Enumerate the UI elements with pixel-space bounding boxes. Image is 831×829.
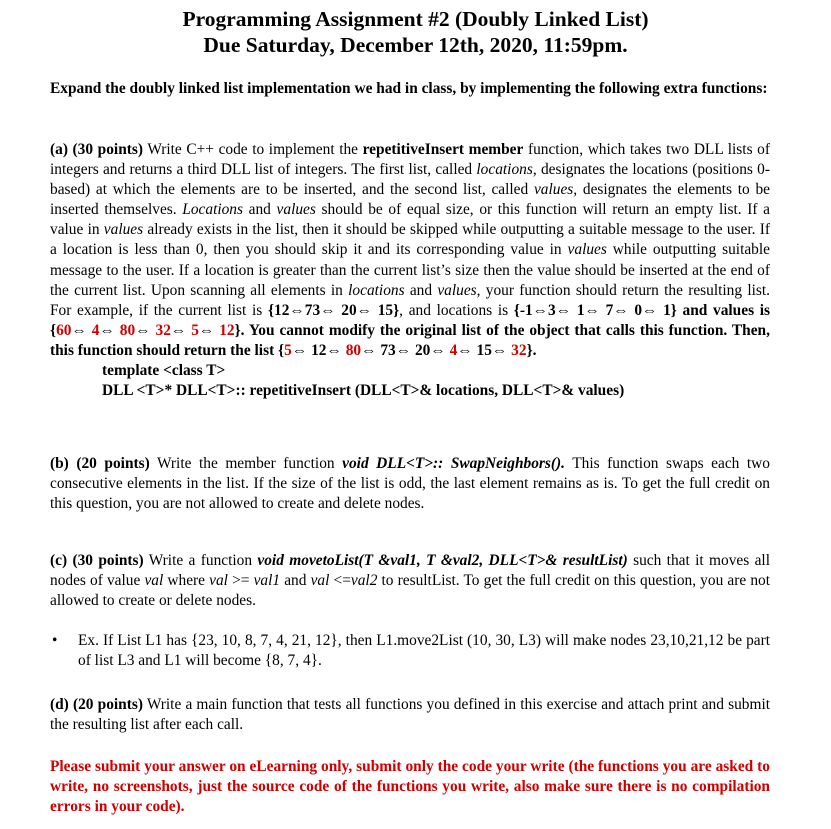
text: }. You cannot modify the original list of the object that calls this function. Then, this function should return the list { bbox=[50, 321, 770, 359]
result-item: 80 bbox=[345, 341, 362, 359]
function-name: repetitiveInsert member bbox=[362, 141, 524, 158]
term: Locations bbox=[182, 201, 243, 219]
text: Write a function bbox=[143, 552, 258, 569]
text: Write a main function that tests all functions you defined in this exercise and attach print and submit the resulting list after each call. bbox=[50, 696, 770, 734]
function-signature: void DLL<T>:: SwapNeighbors(). bbox=[342, 455, 565, 472]
value-item: 4 bbox=[91, 321, 100, 339]
term: locations bbox=[348, 281, 405, 299]
text: , designates the elements to be inserted themselves. bbox=[50, 181, 771, 219]
text: should be of equal size, or this function will return an empty list. If a value in bbox=[50, 201, 771, 239]
term: values bbox=[276, 201, 316, 219]
text: such that it moves all nodes of value bbox=[50, 552, 770, 590]
part-a-body bbox=[50, 140, 770, 361]
text: This function swaps each two consecutive elements in the list. If the size of the list is odd, the last element remains as is. To get the full credit on this question, you are not allowed to create and delete nodes. bbox=[50, 455, 770, 513]
text: , and locations is bbox=[399, 301, 514, 319]
text: already exists in the list, then it should be skipped while outputting a suitable message to the user. If a location is less than 0, then you should skip it and its corresponding value in bbox=[50, 221, 770, 259]
title-line-1: Programming Assignment #2 (Doubly Linked List) bbox=[182, 7, 649, 31]
term: locations bbox=[476, 161, 533, 179]
term: values bbox=[567, 241, 607, 259]
text: while outputting suitable message to the user. If a location is greater than the current list’s size then the value should be inserted at the end of the current list. Upon scanning all elements in bbox=[50, 241, 770, 299]
text: Write the member function bbox=[149, 455, 343, 472]
text: , your function should return the resulting list. For example, if the current list is bbox=[50, 281, 771, 319]
arrow: ⇔ bbox=[198, 321, 220, 339]
submission-note: Please submit your answer on eLearning only, submit only the code your write (the functions you are asked to write, no screenshots, just the source code of the functions you write, also make sure there is no compilation errors in your code). bbox=[50, 758, 770, 816]
text: Write C++ code to implement the bbox=[143, 141, 363, 158]
bullet-icon: • bbox=[52, 632, 58, 649]
text: }. bbox=[526, 341, 537, 359]
arrow: ⇔ bbox=[99, 321, 120, 339]
part-b-paragraph bbox=[50, 454, 770, 514]
text: to resultList. To get the full credit on this question, you are not allowed to create or delete nodes. bbox=[50, 572, 770, 610]
term: val2 bbox=[350, 572, 378, 590]
part-d-label: (d) (20 points) bbox=[50, 696, 143, 713]
result-item: 4 bbox=[449, 341, 458, 359]
value-item: 32 bbox=[155, 321, 171, 339]
function-signature: void movetoList(T &val1, T &val2, DLL<T>& resultList) bbox=[257, 552, 628, 569]
current-list: {12⇔73⇔ 20⇔ 15} bbox=[267, 301, 400, 319]
term: values bbox=[437, 281, 477, 299]
text: and values is { bbox=[50, 301, 771, 339]
part-b-label: (b) (20 points) bbox=[50, 455, 150, 472]
code-template-line: template <class T> bbox=[102, 362, 226, 380]
term: val1 bbox=[253, 572, 281, 590]
value-item: 60 bbox=[56, 321, 72, 339]
part-a-paragraph bbox=[50, 140, 770, 401]
value-item: 80 bbox=[119, 321, 136, 339]
part-c-paragraph bbox=[50, 551, 770, 611]
part-a-label: (a) (30 points) bbox=[50, 141, 143, 158]
term: val bbox=[209, 572, 228, 590]
text: function, which takes two DLL lists of integers and returns a third DLL list of integers. The first list, called bbox=[50, 141, 770, 179]
term: values bbox=[533, 181, 574, 199]
title-line-2: Due Saturday, December 12th, 2020, 11:59pm. bbox=[203, 33, 628, 57]
text: , designates the locations (positions 0-based) at which the elements are to be inserted, and the second list, called bbox=[50, 161, 770, 199]
intro-paragraph: Expand the doubly linked list implementation we had in class, by implementing the following extra functions: bbox=[50, 80, 768, 97]
text: and bbox=[280, 572, 311, 590]
bullet-text: Ex. If List L1 has {23, 10, 8, 7, 4, 21, 12}, then L1.move2List (10, 30, L3) will make nodes 23,10,21,12 be part of list L3 and L1 will become {8, 7, 4}. bbox=[78, 632, 770, 670]
term: val bbox=[144, 572, 164, 590]
arrow: ⇔ bbox=[71, 321, 92, 339]
result-item: 32 bbox=[511, 341, 527, 359]
term: val bbox=[310, 572, 330, 590]
locations-list: {-1⇔3⇔ 1⇔ 7⇔ 0⇔ 1} bbox=[513, 301, 677, 319]
arrow: ⇔ bbox=[170, 321, 192, 339]
text: and bbox=[404, 281, 438, 299]
part-c-label: (c) (30 points) bbox=[50, 552, 144, 569]
text: >= bbox=[227, 572, 254, 590]
result-text: ⇔ 12⇔ bbox=[291, 341, 346, 359]
code-signature-line: DLL <T>* DLL<T>:: repetitiveInsert (DLL<T>& locations, DLL<T>& values) bbox=[102, 382, 625, 400]
value-item: 12 bbox=[219, 321, 235, 339]
result-text: ⇔ 15⇔ bbox=[457, 341, 512, 359]
example-bullet bbox=[52, 631, 770, 671]
text: and bbox=[243, 201, 277, 219]
arrow: ⇔ bbox=[135, 321, 156, 339]
part-d-paragraph bbox=[50, 695, 770, 735]
text: <= bbox=[329, 572, 351, 590]
value-item: 5 bbox=[191, 321, 199, 339]
result-text: ⇔ 73⇔ 20⇔ bbox=[361, 341, 450, 359]
assignment-title bbox=[0, 6, 831, 58]
text: where bbox=[163, 572, 210, 590]
term: values bbox=[103, 221, 144, 239]
result-item: 5 bbox=[284, 341, 292, 359]
